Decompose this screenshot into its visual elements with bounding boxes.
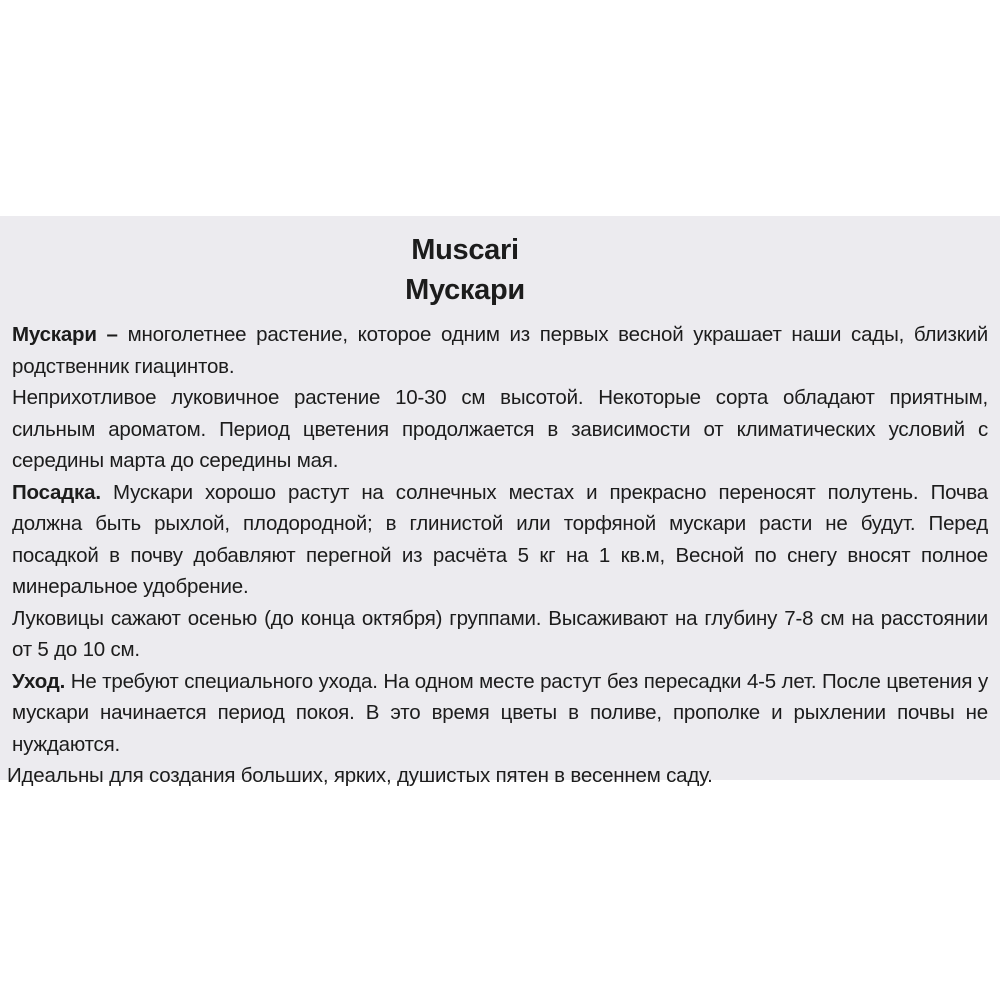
planting-text: Мускари хорошо растут на солнечных местах и прекрасно переносят полутень. Почва должна быть рыхлой, плодородной; в глинистой или торфяной мускари расти не будут. Перед посадкой в почву добавляют перегной из расчёта 5 кг на 1 кв.м, Весной по снегу вносят полное минеральное удобрение. [12,480,988,598]
plant-info-label [0,216,1000,787]
care-paragraph [12,666,988,761]
intro-paragraph [12,319,988,382]
description-paragraph: Неприхотливое луковичное растение 10-30 см высотой. Некоторые сорта обладают приятным, сильным ароматом. Период цветения продолжается в зависимости от климатических условий с середины марта до середины мая. [12,386,988,472]
planting-paragraph [12,477,988,603]
latin-title: Muscari [411,234,519,266]
description-body [7,319,989,792]
title-block [0,230,930,310]
closing-paragraph: Идеальны для создания больших, ярких, душистых пятен в весеннем саду. [7,764,713,787]
intro-lead: Мускари – [12,323,118,346]
care-lead: Уход. [12,669,66,693]
intro-text: многолетнее растение, которое одним из первых весной украшает наши сады, близкий родственник гиацинтов. [12,323,989,378]
planting-lead: Посадка. [12,480,101,504]
care-text: Не требуют специального ухода. На одном месте растут без пересадки 4-5 лет. После цветения у мускари начинается период покоя. В это время цветы в поливе, прополке и рыхлении почвы не нуждаются. [12,669,988,756]
russian-title: Мускари [405,274,525,306]
bulbs-paragraph: Луковицы сажают осенью (до конца октября) группами. Высаживают на глубину 7-8 см на расстоянии от 5 до 10 см. [12,606,988,661]
